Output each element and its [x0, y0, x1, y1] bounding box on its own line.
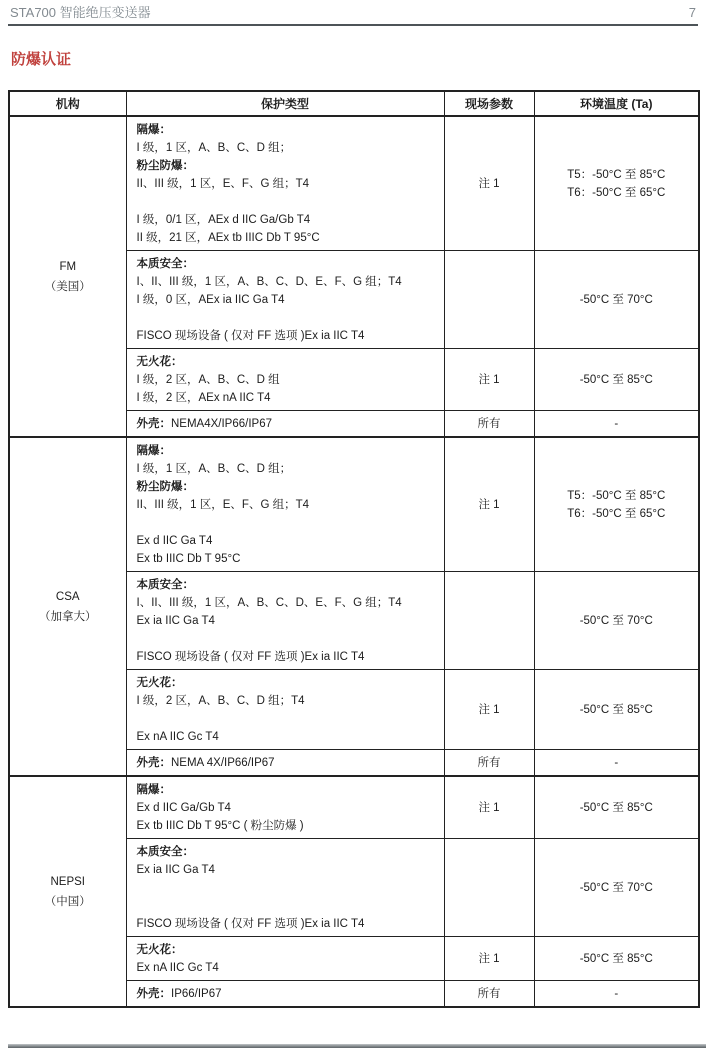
protection-type-cell — [126, 349, 444, 411]
field-params-cell: 所有 — [444, 750, 534, 777]
protection-line: Ex nA IIC Gc T4 — [136, 731, 219, 743]
field-params-cell: 所有 — [444, 981, 534, 1008]
table-header-row — [9, 91, 699, 116]
protection-type-cell — [126, 411, 444, 438]
protection-line: II、III 级，1 区，E、F、G 组；T4 — [136, 499, 310, 511]
table-row — [9, 116, 699, 251]
agency-cell-fm — [9, 116, 126, 437]
ambient-temp-line: - — [614, 417, 619, 430]
column-header-ambient-temp: 环境温度 (Ta) — [534, 91, 699, 116]
protection-line: Ex ia IIC Ga T4 — [136, 864, 215, 876]
protection-line: 粉尘防爆： — [136, 160, 194, 172]
ambient-temp-line: -50°C 至 85°C — [579, 373, 653, 386]
agency-cell-nepsi — [9, 776, 126, 1007]
protection-line: 隔爆： — [136, 124, 171, 136]
protection-line: 无火花： — [136, 944, 183, 956]
ambient-temp-cell — [534, 437, 699, 572]
protection-type-cell — [126, 670, 444, 750]
field-params-cell: 注 1 — [444, 937, 534, 981]
protection-line: FISCO 现场设备 ( 仅对 FF 选项 )Ex ia IIC T4 — [136, 330, 365, 342]
column-header-agency: 机构 — [9, 91, 126, 116]
protection-line: Ex d IIC Ga/Gb T4 — [136, 802, 231, 814]
protection-line — [137, 897, 434, 915]
protection-type-cell — [126, 116, 444, 251]
field-params-cell: 所有 — [444, 411, 534, 438]
protection-line: I 级，0 区，AEx ia IIC Ga T4 — [136, 294, 285, 306]
certification-table — [8, 90, 700, 1008]
protection-line: 外壳：NEMA4X/IP66/IP67 — [136, 418, 272, 430]
ambient-temp-line: -50°C 至 70°C — [579, 881, 653, 894]
field-params-cell — [444, 251, 534, 349]
protection-line: Ex tb IIIC Db T 95°C — [136, 553, 241, 565]
footer-rule — [8, 1044, 706, 1048]
protection-line — [137, 193, 434, 211]
agency-label: （加拿大） — [39, 610, 97, 623]
ambient-temp-cell — [534, 776, 699, 839]
ambient-temp-line: T5：-50°C 至 85°C — [567, 168, 666, 181]
protection-line — [137, 309, 434, 327]
ambient-temp-cell — [534, 750, 699, 777]
ambient-temp-line: T6：-50°C 至 65°C — [567, 507, 666, 520]
protection-line: I 级，2 区，A、B、C、D 组 — [136, 374, 280, 386]
header-rule — [8, 24, 698, 26]
protection-type-cell — [126, 572, 444, 670]
document-title: STA700 智能绝压变送器 — [10, 5, 151, 20]
protection-line: 外壳：IP66/IP67 — [136, 988, 222, 1000]
protection-line: 外壳：NEMA 4X/IP66/IP67 — [136, 757, 275, 769]
protection-line: II 级，21 区，AEx tb IIIC Db T 95°C — [136, 232, 320, 244]
ambient-temp-cell — [534, 981, 699, 1008]
protection-line: I 级，2 区，AEx nA IIC T4 — [136, 392, 271, 404]
agency-label: NEPSI — [50, 875, 85, 888]
agency-label: CSA — [55, 590, 80, 603]
protection-type-cell — [126, 750, 444, 777]
protection-line: 隔爆： — [136, 445, 171, 457]
protection-line: FISCO 现场设备 ( 仅对 FF 选项 )Ex ia IIC T4 — [136, 651, 365, 663]
agency-label: （中国） — [44, 895, 91, 908]
protection-line: I 级，2 区，A、B、C、D 组；T4 — [136, 695, 305, 707]
table-row — [9, 776, 699, 839]
field-params-cell: 注 1 — [444, 437, 534, 572]
ambient-temp-cell — [534, 116, 699, 251]
protection-line: 粉尘防爆： — [136, 481, 194, 493]
ambient-temp-cell — [534, 411, 699, 438]
ambient-temp-line: T6：-50°C 至 65°C — [567, 186, 666, 199]
agency-label: （美国） — [44, 280, 91, 293]
protection-line: Ex nA IIC Gc T4 — [136, 962, 219, 974]
protection-line: I 级，0/1 区，AEx d IIC Ga/Gb T4 — [136, 214, 311, 226]
ambient-temp-line: -50°C 至 85°C — [579, 952, 653, 965]
protection-line: Ex tb IIIC Db T 95°C ( 粉尘防爆 ) — [136, 820, 304, 832]
ambient-temp-line: -50°C 至 70°C — [579, 293, 653, 306]
field-params-cell — [444, 572, 534, 670]
field-params-cell: 注 1 — [444, 349, 534, 411]
protection-type-cell — [126, 251, 444, 349]
table-row — [9, 437, 699, 572]
protection-line — [137, 710, 434, 728]
ambient-temp-cell — [534, 572, 699, 670]
protection-line: I、II、III 级，1 区，A、B、C、D、E、F、G 组；T4 — [136, 597, 402, 609]
protection-line: Ex ia IIC Ga T4 — [136, 615, 215, 627]
cert-table-body — [9, 116, 699, 1007]
protection-line: 无火花： — [136, 677, 183, 689]
ambient-temp-cell — [534, 251, 699, 349]
protection-line: I 级，1 区，A、B、C、D 组； — [136, 463, 292, 475]
protection-line — [137, 514, 434, 532]
ambient-temp-cell — [534, 349, 699, 411]
protection-line: 本质安全： — [136, 846, 194, 858]
protection-type-cell — [126, 839, 444, 937]
protection-line: 本质安全： — [136, 579, 194, 591]
protection-line: II、III 级，1 区，E、F、G 组；T4 — [136, 178, 310, 190]
agency-cell-csa — [9, 437, 126, 776]
protection-line: 隔爆： — [136, 784, 171, 796]
protection-type-cell — [126, 776, 444, 839]
field-params-cell: 注 1 — [444, 670, 534, 750]
column-header-field-params: 现场参数 — [444, 91, 534, 116]
protection-line: 无火花： — [136, 356, 183, 368]
ambient-temp-line: - — [614, 756, 619, 769]
field-params-cell: 注 1 — [444, 776, 534, 839]
section-title: 防爆认证 — [11, 51, 72, 68]
field-params-cell — [444, 839, 534, 937]
field-params-cell: 注 1 — [444, 116, 534, 251]
protection-type-cell — [126, 981, 444, 1008]
ambient-temp-line: -50°C 至 85°C — [579, 801, 653, 814]
protection-line: I、II、III 级，1 区，A、B、C、D、E、F、G 组；T4 — [136, 276, 402, 288]
protection-line: 本质安全： — [136, 258, 194, 270]
ambient-temp-line: - — [614, 987, 619, 1000]
protection-line — [137, 630, 434, 648]
ambient-temp-cell — [534, 839, 699, 937]
ambient-temp-cell — [534, 937, 699, 981]
protection-type-cell — [126, 437, 444, 572]
page-number: 7 — [688, 5, 696, 20]
protection-type-cell — [126, 937, 444, 981]
ambient-temp-cell — [534, 670, 699, 750]
protection-line: I 级，1 区，A、B、C、D 组； — [136, 142, 292, 154]
ambient-temp-line: -50°C 至 70°C — [579, 614, 653, 627]
column-header-protection-type: 保护类型 — [126, 91, 444, 116]
page-header — [10, 5, 696, 21]
agency-label: FM — [59, 260, 77, 273]
ambient-temp-line: T5：-50°C 至 85°C — [567, 489, 666, 502]
protection-line: FISCO 现场设备 ( 仅对 FF 选项 )Ex ia IIC T4 — [136, 918, 365, 930]
ambient-temp-line: -50°C 至 85°C — [579, 703, 653, 716]
protection-line: Ex d IIC Ga T4 — [136, 535, 213, 547]
protection-line — [137, 879, 434, 897]
